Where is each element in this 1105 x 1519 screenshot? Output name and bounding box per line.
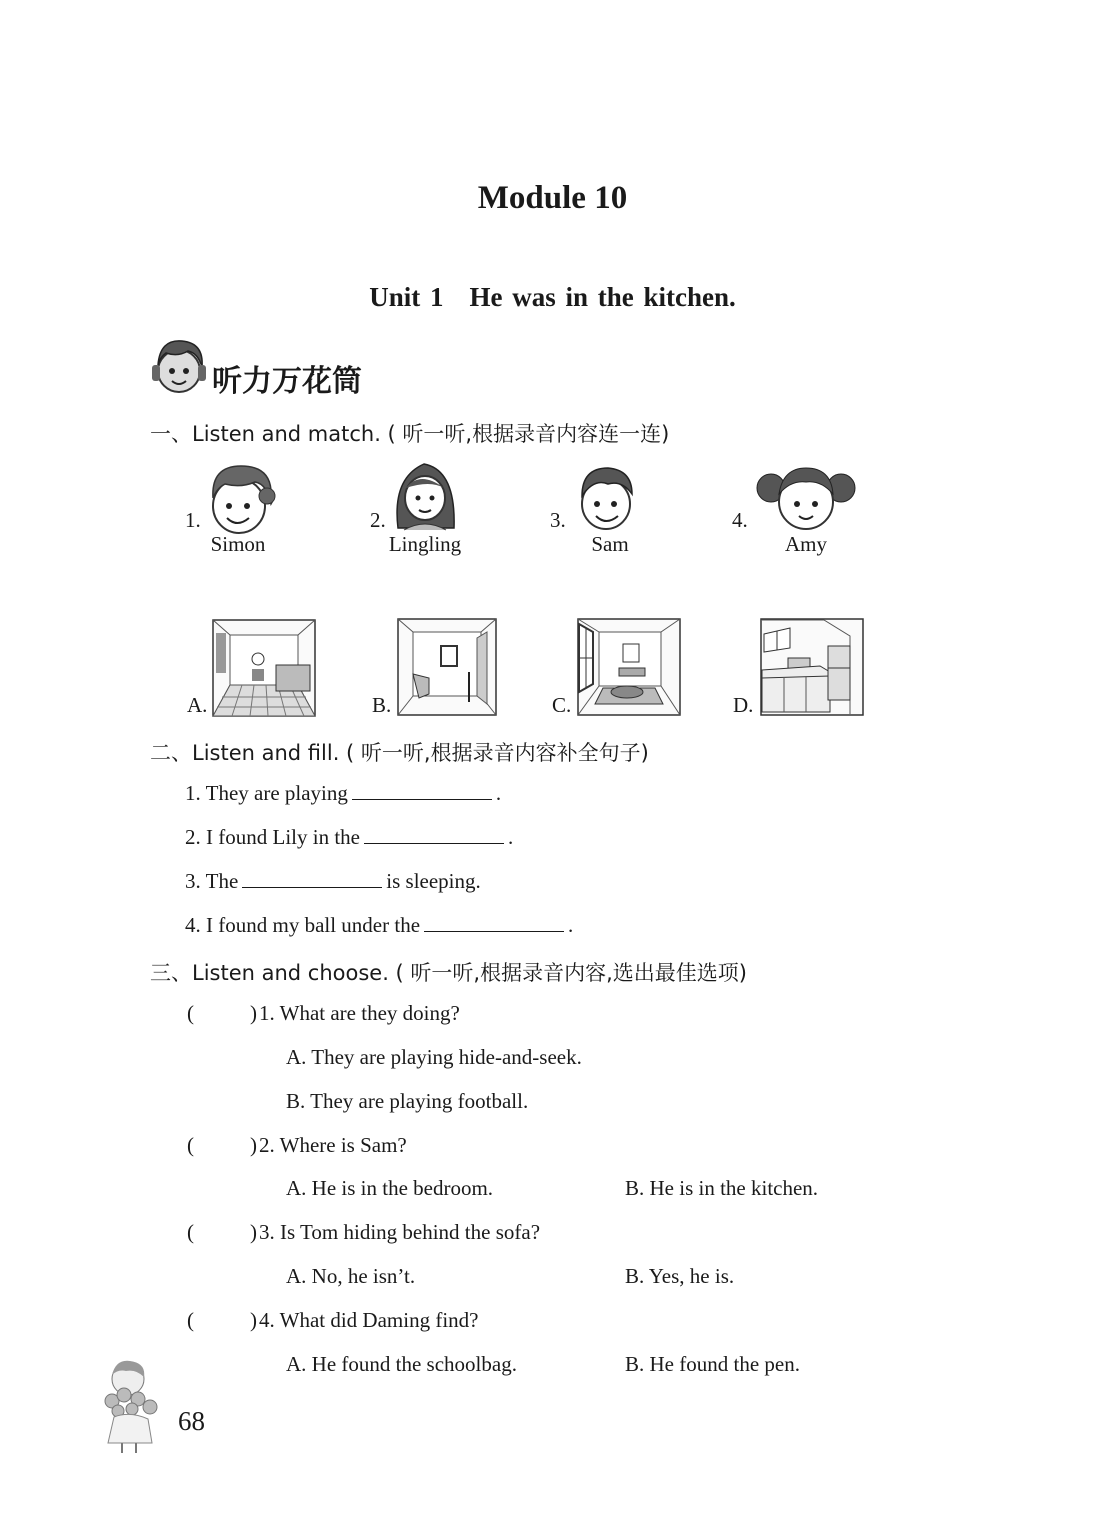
- girl-long-hair-icon: [390, 458, 460, 533]
- option-a[interactable]: A. No, he isn’t.: [286, 1264, 416, 1288]
- answer-blank[interactable]: [424, 913, 564, 932]
- option-b[interactable]: B. He found the pen.: [625, 1352, 800, 1376]
- answer-paren-open[interactable]: (: [187, 1220, 194, 1244]
- question-text: 4. What did Daming find?: [259, 1308, 479, 1332]
- unit-label: Unit 1: [369, 282, 444, 312]
- person-name: Amy: [785, 532, 827, 556]
- girl-curly-pigtails-icon: [755, 462, 857, 534]
- room-letter: D.: [733, 693, 754, 717]
- option-b[interactable]: B. Yes, he is.: [625, 1264, 735, 1288]
- room-letter: B.: [372, 693, 392, 717]
- option-b[interactable]: B. He is in the kitchen.: [625, 1176, 819, 1200]
- answer-paren-close: ): [250, 1001, 257, 1025]
- bathroom-icon: [397, 618, 497, 716]
- fill-sentence: [185, 869, 481, 894]
- bedroom-icon: [212, 619, 316, 717]
- question-text: 1. What are they doing?: [259, 1001, 460, 1025]
- unit-name: He was in the kitchen.: [469, 282, 736, 312]
- option-a[interactable]: A. He found the schoolbag.: [286, 1352, 517, 1376]
- boy-with-headphones-icon: [148, 335, 210, 401]
- girl-with-flowers-icon: [92, 1355, 170, 1455]
- question-text: 3. Is Tom hiding behind the sofa?: [259, 1220, 541, 1244]
- unit-title: [0, 282, 1105, 313]
- room-letter: A.: [187, 693, 208, 717]
- option-a[interactable]: A. They are playing hide-and-seek.: [286, 1045, 582, 1069]
- answer-paren-close: ): [250, 1133, 257, 1157]
- answer-paren-open[interactable]: (: [187, 1133, 194, 1157]
- sentence-text: 2. I found Lily in the: [185, 825, 360, 849]
- kitchen-icon: [760, 618, 864, 716]
- banner-title: 听力万花筒: [212, 364, 362, 399]
- answer-paren-close: ): [250, 1220, 257, 1244]
- section2-heading: 二、Listen and fill. ( 听一听,根据录音内容补全句子): [150, 741, 649, 765]
- section1-heading: 一、Listen and match. ( 听一听,根据录音内容连一连): [150, 422, 670, 446]
- section3-heading: 三、Listen and choose. ( 听一听,根据录音内容,选出最佳选项): [150, 961, 747, 985]
- fill-sentence: [185, 913, 573, 938]
- sentence-text: 4. I found my ball under the: [185, 913, 421, 937]
- person-number: 1.: [185, 508, 201, 532]
- answer-blank[interactable]: [242, 869, 382, 888]
- answer-blank[interactable]: [352, 781, 492, 800]
- boy-short-hair-icon: [572, 462, 642, 534]
- sentence-text: 1. They are playing: [185, 781, 348, 805]
- sentence-text: .: [568, 913, 574, 937]
- answer-blank[interactable]: [364, 825, 504, 844]
- person-number: 4.: [732, 508, 748, 532]
- sentence-text: .: [507, 825, 514, 849]
- sentence-text: is sleeping.: [386, 869, 481, 893]
- fill-sentence: [185, 781, 501, 806]
- sentence-text: .: [495, 781, 502, 805]
- boy-curly-hair-icon: [205, 460, 280, 535]
- option-a[interactable]: A. He is in the bedroom.: [286, 1176, 494, 1200]
- person-number: 3.: [550, 508, 566, 532]
- option-b[interactable]: B. They are playing football.: [286, 1089, 529, 1113]
- question-text: 2. Where is Sam?: [259, 1133, 407, 1157]
- answer-paren-open[interactable]: (: [187, 1001, 194, 1025]
- person-name: Lingling: [388, 532, 462, 556]
- living-room-icon: [577, 618, 681, 716]
- sentence-text: 3. The: [185, 869, 239, 893]
- fill-sentence: [185, 825, 513, 850]
- person-number: 2.: [370, 508, 386, 532]
- page-number: 68: [178, 1406, 205, 1436]
- module-title: Module 10: [477, 180, 628, 216]
- person-name: Sam: [591, 532, 629, 556]
- room-letter: C.: [552, 693, 572, 717]
- answer-paren-open[interactable]: (: [187, 1308, 194, 1332]
- person-name: Simon: [210, 532, 266, 556]
- answer-paren-close: ): [250, 1308, 257, 1332]
